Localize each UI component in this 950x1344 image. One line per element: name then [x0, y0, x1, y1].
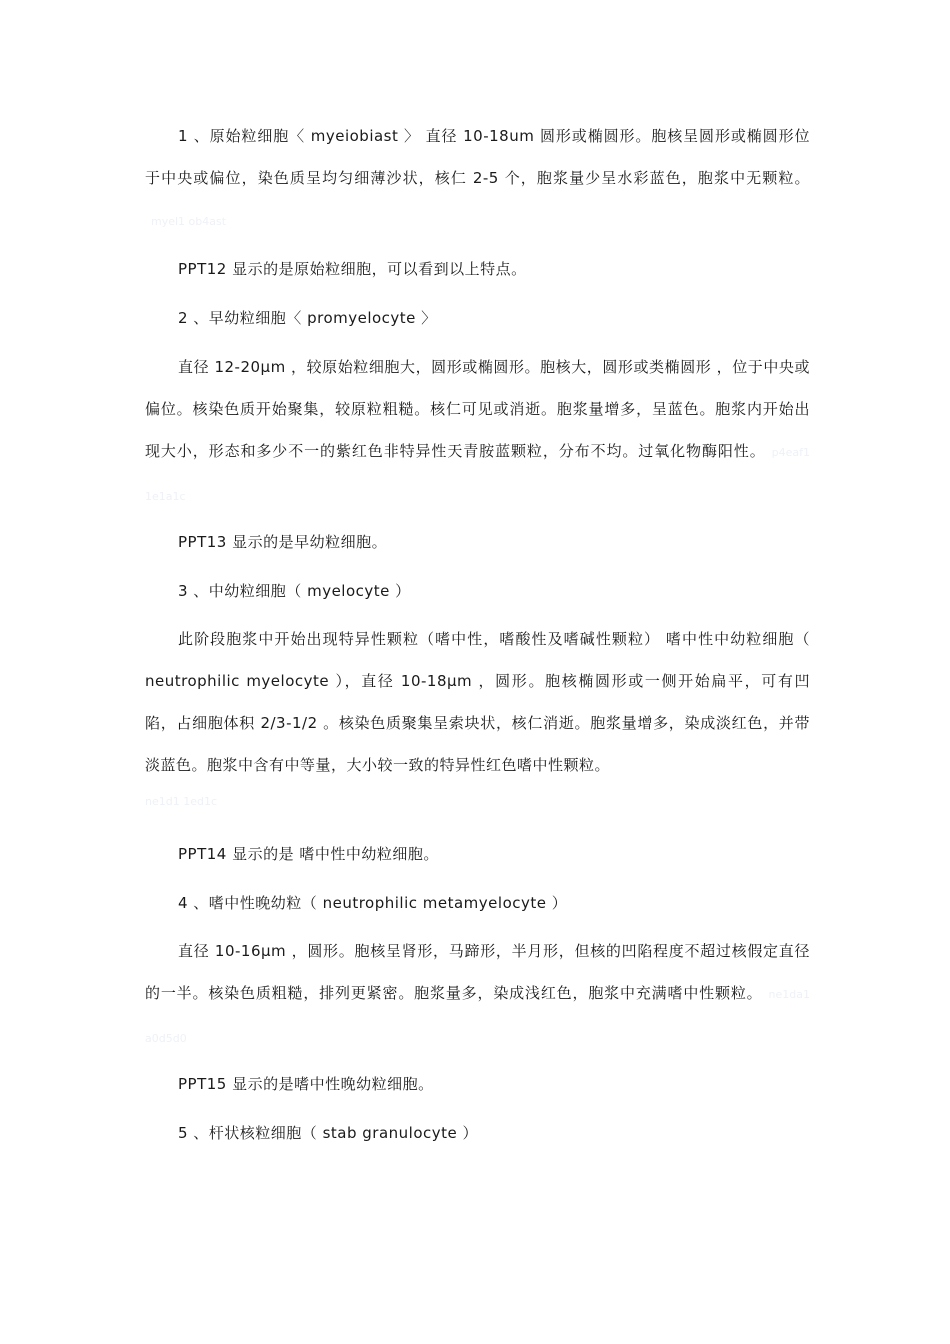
- heading-stab-granulocyte: 5 、杆状核粒细胞（ stab granulocyte ）: [178, 1124, 478, 1142]
- paragraph-ppt14: PPT14 显示的是 嗜中性中幼粒细胞。: [178, 845, 439, 863]
- heading-metamyelocyte: 4 、嗜中性晚幼粒（ neutrophilic metamyelocyte ）: [178, 894, 568, 912]
- faint-ghost-line: ne1d1 1ed1c: [145, 795, 218, 808]
- faint-text: p4eaf1 1e1a1c: [145, 446, 810, 503]
- paragraph-myelocyte: 此阶段胞浆中开始出现特异性颗粒（嗜中性，嗜酸性及嗜碱性颗粒） 嗜中性中幼粒细胞（ neutrophilic myelocyte ），直径 10-18μm ，圆形。胞核椭圆形或一侧开始扁平，可有凹陷，占细胞体积 2/3-1/2 。核染色质聚集呈索块状，核仁消逝。胞浆量增多，染成淡红色，并带淡蓝色。胞浆中含有中等量，大小较一致的特异性红色嗜中性颗粒。: [145, 630, 810, 774]
- heading-promyelocyte: 2 、早幼粒细胞〈 promyelocyte 〉: [178, 309, 437, 327]
- paragraph-ppt12: PPT12 显示的是原始粒细胞，可以看到以上特点。: [178, 260, 527, 278]
- paragraph-promyelocyte: 直径 12-20μm ，较原始粒细胞大，圆形或椭圆形。胞核大，圆形或类椭圆形 ，位于中央或偏位。核染色质开始聚集，较原粒粗糙。核仁可见或消逝。胞浆量增多，呈蓝色。胞浆内开始出现大小，形态和多少不一的紫红色非特异性天青胺蓝颗粒，分布不均。过氧化物酶阳性。 p4eaf1 1e1a1c: [145, 358, 810, 503]
- heading-myelocyte: 3 、中幼粒细胞（ myelocyte ）: [178, 582, 411, 600]
- paragraph-ppt13: PPT13 显示的是早幼粒细胞。: [178, 533, 388, 551]
- paragraph-metamyelocyte: 直径 10-16μm ，圆形。胞核呈肾形，马蹄形，半月形，但核的凹陷程度不超过核假定直径的一半。核染色质粗糙，排列更紧密。胞浆量多，染成浅红色，胞浆中充满嗜中性颗粒。 ne1da1 a0d5d0: [145, 942, 810, 1045]
- paragraph-ppt15: PPT15 显示的是嗜中性晚幼粒细胞。: [178, 1075, 434, 1093]
- faint-text: myel1 ob4ast: [151, 215, 227, 228]
- faint-text: ne1da1 a0d5d0: [145, 988, 810, 1045]
- paragraph-myeloblast: 1 、原始粒细胞〈 myeiobiast 〉 直径 10-18um 圆形或椭圆形。胞核呈圆形或椭圆形位于中央或偏位，染色质呈均匀细薄沙状，核仁 2-5 个，胞浆量少呈水彩蓝色，胞浆中无颗粒。myel1 ob4ast: [145, 127, 810, 228]
